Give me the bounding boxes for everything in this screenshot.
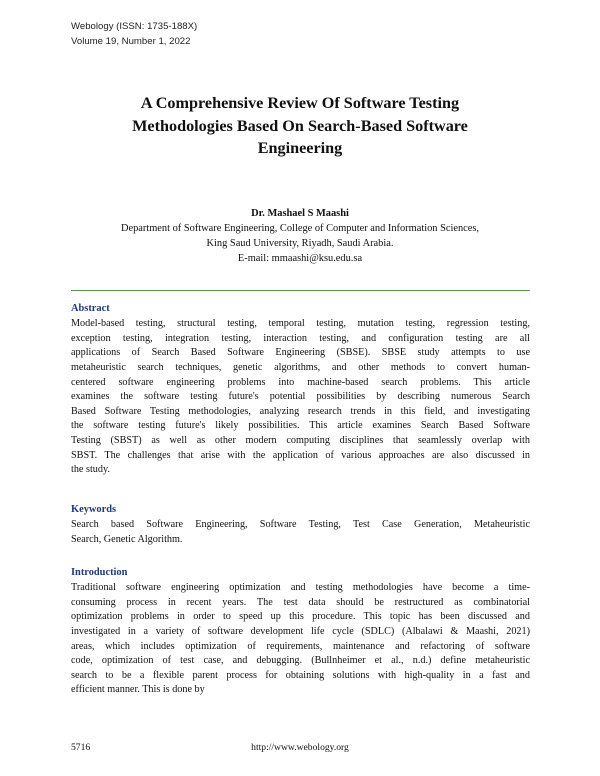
abstract-line: applications of Search Based Software Engineering (SBSE). SBSE study attempts to use [71, 347, 530, 359]
page-number: 5716 [71, 742, 91, 753]
paper-title [60, 92, 540, 160]
abstract-line: examines the software testing future's potential possibilities by describing numerous Search [71, 391, 530, 403]
footer-url: http://www.webology.org [251, 742, 349, 753]
introduction-line: code, optimization of test case, and debugging. (Bullnheimer et al., n.d.) define metaheuristic [71, 655, 530, 667]
title-line: Methodologies Based On Search-Based Software [132, 116, 468, 135]
journal-volume: Volume 19, Number 1, 2022 [71, 36, 191, 47]
author-email: E-mail: mmaashi@ksu.edu.sa [237, 253, 363, 264]
introduction-heading: Introduction [71, 567, 128, 578]
abstract-line: Testing (SBST) as well as other modern computing disciplines that seamlessly overlap with [71, 435, 530, 447]
keywords-body [71, 518, 530, 547]
abstract-line: metaheuristic search techniques, genetic algorithms, and other methods to convert human- [71, 361, 530, 373]
abstract-line: centered software engineering problems into machine-based search problems. This article [71, 376, 530, 388]
journal-header [71, 19, 197, 49]
author-affiliation-line: Department of Software Engineering, College of Computer and Information Sciences, [120, 223, 480, 234]
author-block [40, 206, 560, 266]
introduction-line: consuming process in recent years. The test data should be restructured as combinatorial [71, 596, 530, 608]
abstract-body [71, 317, 530, 478]
abstract-line: SBST. The challenges that arise with the application of various approaches are also discussed in [71, 449, 530, 461]
abstract-line: the software testing future's likely possibilities. This article examines Search Based Software [71, 420, 530, 432]
author-affiliation-line: King Saud University, Riyadh, Saudi Arabia. [206, 238, 394, 249]
title-line: Engineering [257, 139, 343, 157]
abstract-line: the study. [71, 464, 110, 476]
author-name: Dr. Mashael S Maashi [251, 208, 349, 219]
introduction-line: areas, which includes optimization of requirements, maintenance and refactoring of software [71, 640, 530, 652]
keywords-line: Search, Genetic Algorithm. [71, 533, 183, 545]
section-divider [71, 290, 530, 291]
keywords-line: Search based Software Engineering, Software Testing, Test Case Generation, Metaheuristic [71, 519, 530, 530]
introduction-body [71, 581, 530, 698]
introduction-line: Traditional software engineering optimization and testing methodologies have become a time- [71, 582, 530, 593]
abstract-line: Model-based testing, structural testing, temporal testing, mutation testing, regression testing, [71, 318, 530, 329]
introduction-line: investigated in a variety of software development life cycle (SDLC) (Albalawi & Maashi, 2021) [71, 625, 530, 637]
abstract-heading: Abstract [71, 303, 110, 314]
abstract-line: Based Software Testing methodologies, analyzing research trends in this field, and investigating [71, 405, 530, 417]
introduction-line: efficient manner. This is done by [71, 684, 205, 696]
abstract-line: exception testing, integration testing, interaction testing, and configuration testing are all [71, 332, 530, 344]
introduction-line: optimization problems in order to speed up this procedure. This topic has been discussed and [71, 611, 530, 623]
journal-issn: Webology (ISSN: 1735-188X) [71, 21, 198, 32]
introduction-line: search to be a flexible parent process for obtaining solutions with high-quality in a fast and [71, 669, 530, 681]
title-line: A Comprehensive Review Of Software Testing [140, 94, 460, 112]
keywords-heading: Keywords [71, 504, 117, 515]
